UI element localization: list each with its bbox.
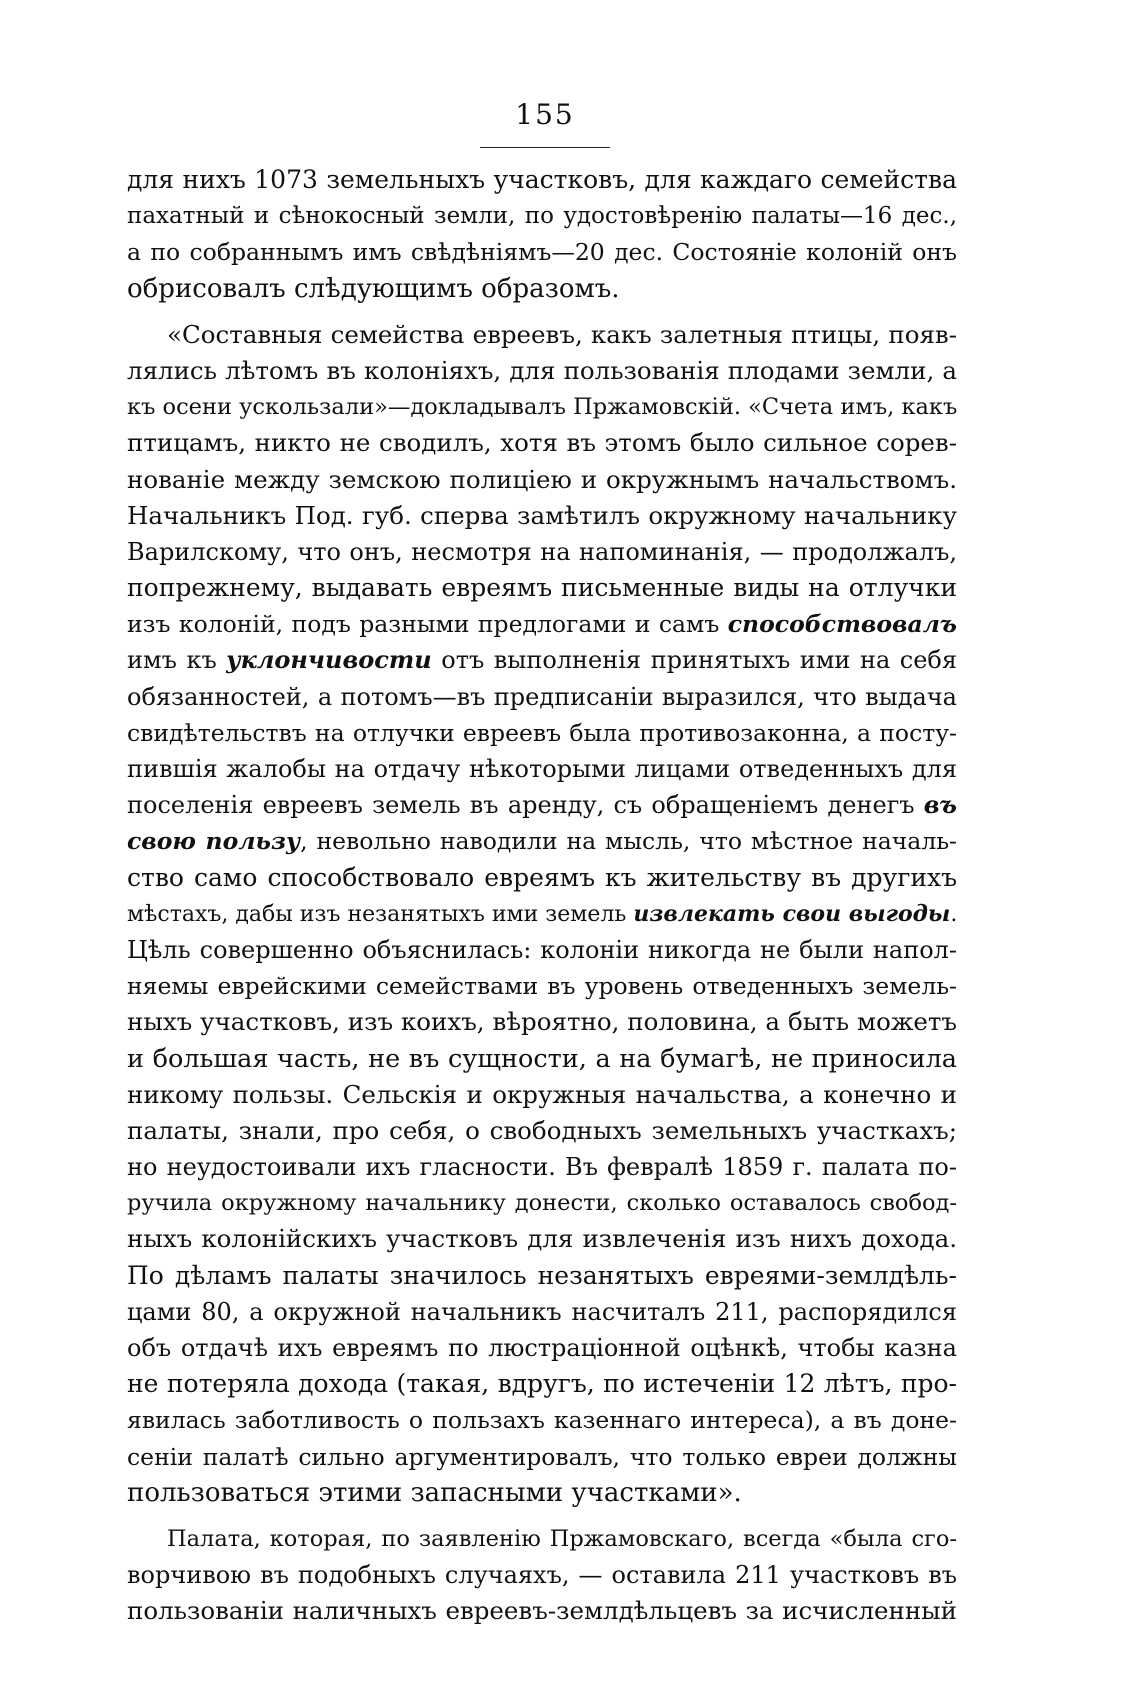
text-line: «Составныя семейства евреевъ, какъ залетныя птицы, появ- (167, 319, 957, 349)
text-line: ство само способствовало евреямъ къ жительству въ другихъ (127, 862, 957, 892)
paragraph-gap (127, 1511, 957, 1521)
text-line: ручила окружному начальнику донести, сколько оставалось свобод- (127, 1190, 957, 1217)
emphasized-text: свою пользу (127, 827, 301, 856)
text-line: обрисовалъ слѣдующимъ образомъ. (127, 273, 620, 304)
text-run: . (950, 901, 957, 927)
paragraph-gap (127, 307, 957, 317)
text-run: мѣстахъ, дабы изъ незанятыхъ ими земель (127, 901, 634, 927)
text-line: сеніи палатѣ сильно аргументировалъ, что только евреи должны (127, 1442, 957, 1471)
text-line: Начальникъ Под. губ. сперва замѣтилъ окружному начальнику (127, 500, 957, 530)
text-line: палаты, знали, про себя, о свободныхъ земельныхъ участкахъ; (127, 1115, 957, 1145)
text-line: пившія жалобы на отдачу нѣкоторыми лицами отведенныхъ для (127, 755, 957, 783)
emphasized-text: въ (923, 790, 957, 820)
text-line: ныхъ колонійскихъ участковъ для извлеченія изъ нихъ дохода. (127, 1224, 957, 1254)
page-number-rule (480, 147, 610, 148)
text-run: имъ къ (127, 646, 227, 675)
text-line (127, 606, 957, 642)
text-line: свидѣтельствъ на отлучки евреевъ была противозаконна, а посту- (127, 718, 957, 747)
text-line: никому пользы. Сельскія и окружныя начальства, а конечно и (127, 1079, 957, 1109)
text-line: цами 80, а окружной начальникъ насчиталъ 211, распорядился (127, 1297, 957, 1326)
text-line: нованіе между земскою полиціею и окружнымъ начальствомъ. (127, 464, 957, 494)
text-run: , невольно наводили на мысль, что мѣстное началь- (300, 827, 957, 856)
page-number: 155 (515, 98, 575, 131)
text-line (127, 787, 957, 823)
text-line: и большая часть, не въ сущности, а на бумагѣ, не приносила (127, 1043, 957, 1074)
text-line: для нихъ 1073 земельныхъ участковъ, для каждаго семейства (127, 165, 957, 194)
text-line (127, 823, 957, 859)
text-line: къ осени ускользали»—докладывалъ Пржамовскій. «Счета имъ, какъ (127, 394, 957, 421)
text-line: попрежнему, выдавать евреямъ письменные виды на отлучки (127, 573, 957, 603)
text-line: обязанностей, а потомъ—въ предписаніи выразился, что выдача (127, 682, 957, 711)
text-run: изъ колоній, подъ разными предлогами и самъ (127, 610, 728, 639)
text-run: поселенія евреевъ земель въ аренду, съ обращеніемъ денегъ (127, 791, 924, 820)
text-line (127, 896, 957, 932)
emphasized-text: уклончивости (226, 645, 432, 675)
text-line: ворчивою въ подобныхъ случаяхъ, — оставила 211 участковъ въ (127, 1561, 957, 1590)
text-line: Цѣль совершенно объяснилась: колоніи никогда не были напол- (127, 935, 957, 964)
text-line: пахатный и сѣнокосный земли, по удостовѣренію палаты—16 дес., (127, 203, 957, 230)
text-line: пользоваться этими запасными участками». (127, 1477, 742, 1508)
text-line: няемы еврейскими семействами въ уровень отведенныхъ земель- (127, 972, 957, 1001)
emphasized-text: извлекать свои выгоды (633, 900, 951, 927)
text-line: пользованіи наличныхъ евреевъ-землдѣльцевъ за исчисленный (127, 1596, 957, 1626)
text-line: а по собраннымъ имъ свѣдѣніямъ—20 дес. Состояніе колоній онъ (127, 238, 957, 267)
text-line: По дѣламъ палаты значилось незанятыхъ евреями-землдѣль- (127, 1260, 957, 1290)
emphasized-text: способствовалъ (727, 610, 957, 639)
text-line: но неудостоивали ихъ гласности. Въ февралѣ 1859 г. палата по- (127, 1153, 957, 1182)
text-line (127, 642, 957, 678)
text-line: лялись лѣтомъ въ колоніяхъ, для пользованія плодами земли, а (127, 355, 957, 385)
text-line: ныхъ участковъ, изъ коихъ, вѣроятно, половина, а быть можетъ (127, 1007, 957, 1037)
body-text (127, 162, 957, 1630)
text-line: Палата, которая, по заявленію Пржамовскаго, всегда «была сго- (167, 1525, 957, 1552)
text-line: объ отдачѣ ихъ евреямъ по люстраціонной оцѣнкѣ, чтобы казна (127, 1334, 957, 1362)
text-line: Варилскому, что онъ, несмотря на напоминанія, — продолжалъ, (127, 537, 957, 566)
text-line: птицамъ, никто не сводилъ, хотя въ этомъ было сильное сорев- (127, 428, 957, 458)
text-run: отъ выполненія принятыхъ ими на себя (431, 646, 957, 675)
text-line: не потеряла дохода (такая, вдругъ, по истеченіи 12 лѣтъ, про- (127, 1369, 957, 1399)
text-line: явилась заботливость о пользахъ казеннаго интереса), а въ доне- (127, 1406, 957, 1435)
